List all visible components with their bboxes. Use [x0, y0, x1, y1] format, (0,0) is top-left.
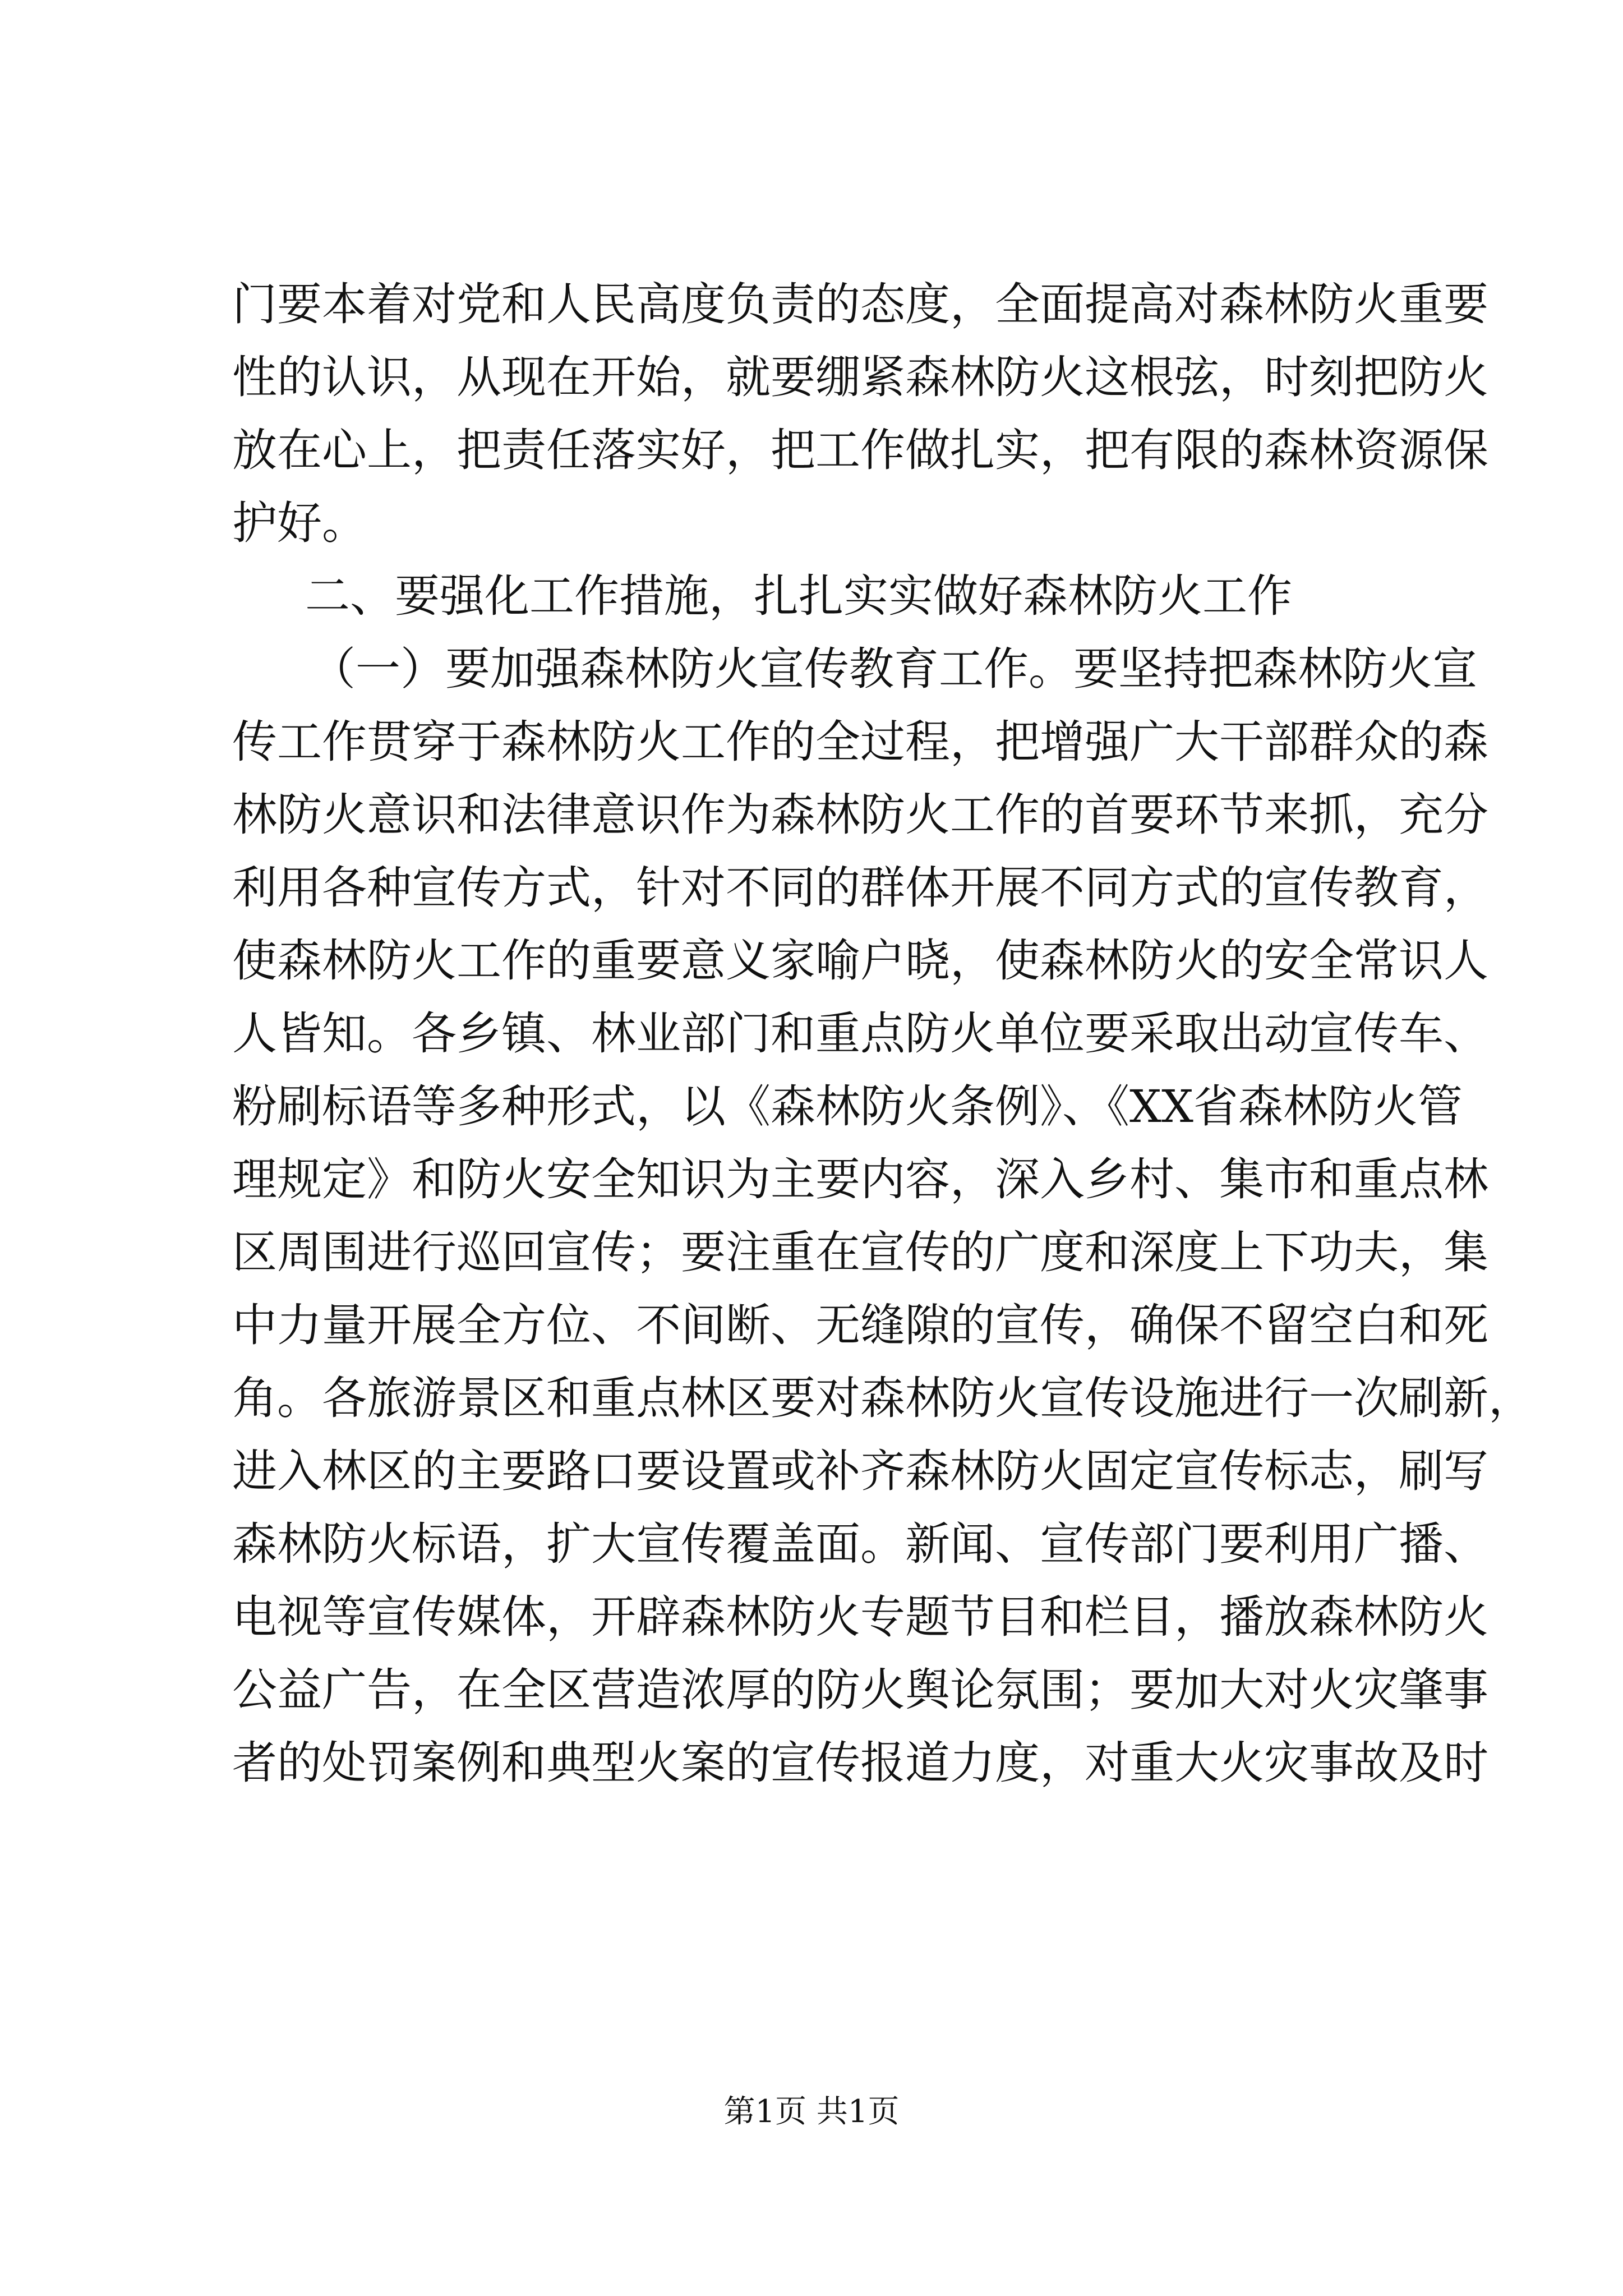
section-heading: 二、要强化工作措施，扎扎实实做好森林防火工作 [305, 570, 1292, 622]
text-line: 利用各种宣传方式，针对不同的群体开展不同方式的宣传教育， [232, 862, 1488, 914]
text-line: 粉刷标语等多种形式，以《森林防火条例》、《XX省森林防火管 [232, 1080, 1463, 1133]
text-line: 公益广告，在全区营造浓厚的防火舆论氛围；要加大对火灾肇事 [232, 1664, 1488, 1716]
text-line: 门要本着对党和人民高度负责的态度，全面提高对森林防火重要 [232, 278, 1488, 330]
text-line: 放在心上，把责任落实好，把工作做扎实，把有限的森林资源保 [232, 424, 1488, 476]
text-line: 角。各旅游景区和重点林区要对森林防火宣传设施进行一次刷新， [232, 1372, 1533, 1424]
text-line: 林防火意识和法律意识作为森林防火工作的首要环节来抓，充分 [232, 789, 1488, 841]
text-line: 电视等宣传媒体，开辟森林防火专题节目和栏目，播放森林防火 [232, 1591, 1488, 1643]
text-line: 性的认识，从现在开始，就要绷紧森林防火这根弦，时刻把防火 [232, 351, 1488, 403]
text-line: 中力量开展全方位、不间断、无缝隙的宣传，确保不留空白和死 [232, 1299, 1488, 1351]
text-line: 理规定》和防火安全知识为主要内容，深入乡村、集市和重点林 [232, 1153, 1488, 1205]
text-line: 区周围进行巡回宣传；要注重在宣传的广度和深度上下功夫，集 [232, 1226, 1488, 1278]
text-line: 者的处罚案例和典型火案的宣传报道力度，对重大火灾事故及时 [232, 1737, 1488, 1789]
text-line: 森林防火标语，扩大宣传覆盖面。新闻、宣传部门要利用广播、 [232, 1518, 1488, 1570]
page-footer [0, 2090, 1623, 2134]
text-line: 传工作贯穿于森林防火工作的全过程，把增强广大干部群众的森 [232, 716, 1488, 768]
page-number: 第1页 共1页 [723, 2093, 900, 2130]
text-line: 使森林防火工作的重要意义家喻户晓，使森林防火的安全常识人 [232, 935, 1488, 987]
text-line: 护好。 [232, 497, 367, 549]
text-line: 进入林区的主要路口要设置或补齐森林防火固定宣传标志，刷写 [232, 1445, 1488, 1497]
text-line: 人皆知。各乡镇、林业部门和重点防火单位要采取出动宣传车、 [232, 1007, 1488, 1060]
subsection-heading-line: （一）要加强森林防火宣传教育工作。要坚持把森林防火宣 [311, 643, 1477, 695]
